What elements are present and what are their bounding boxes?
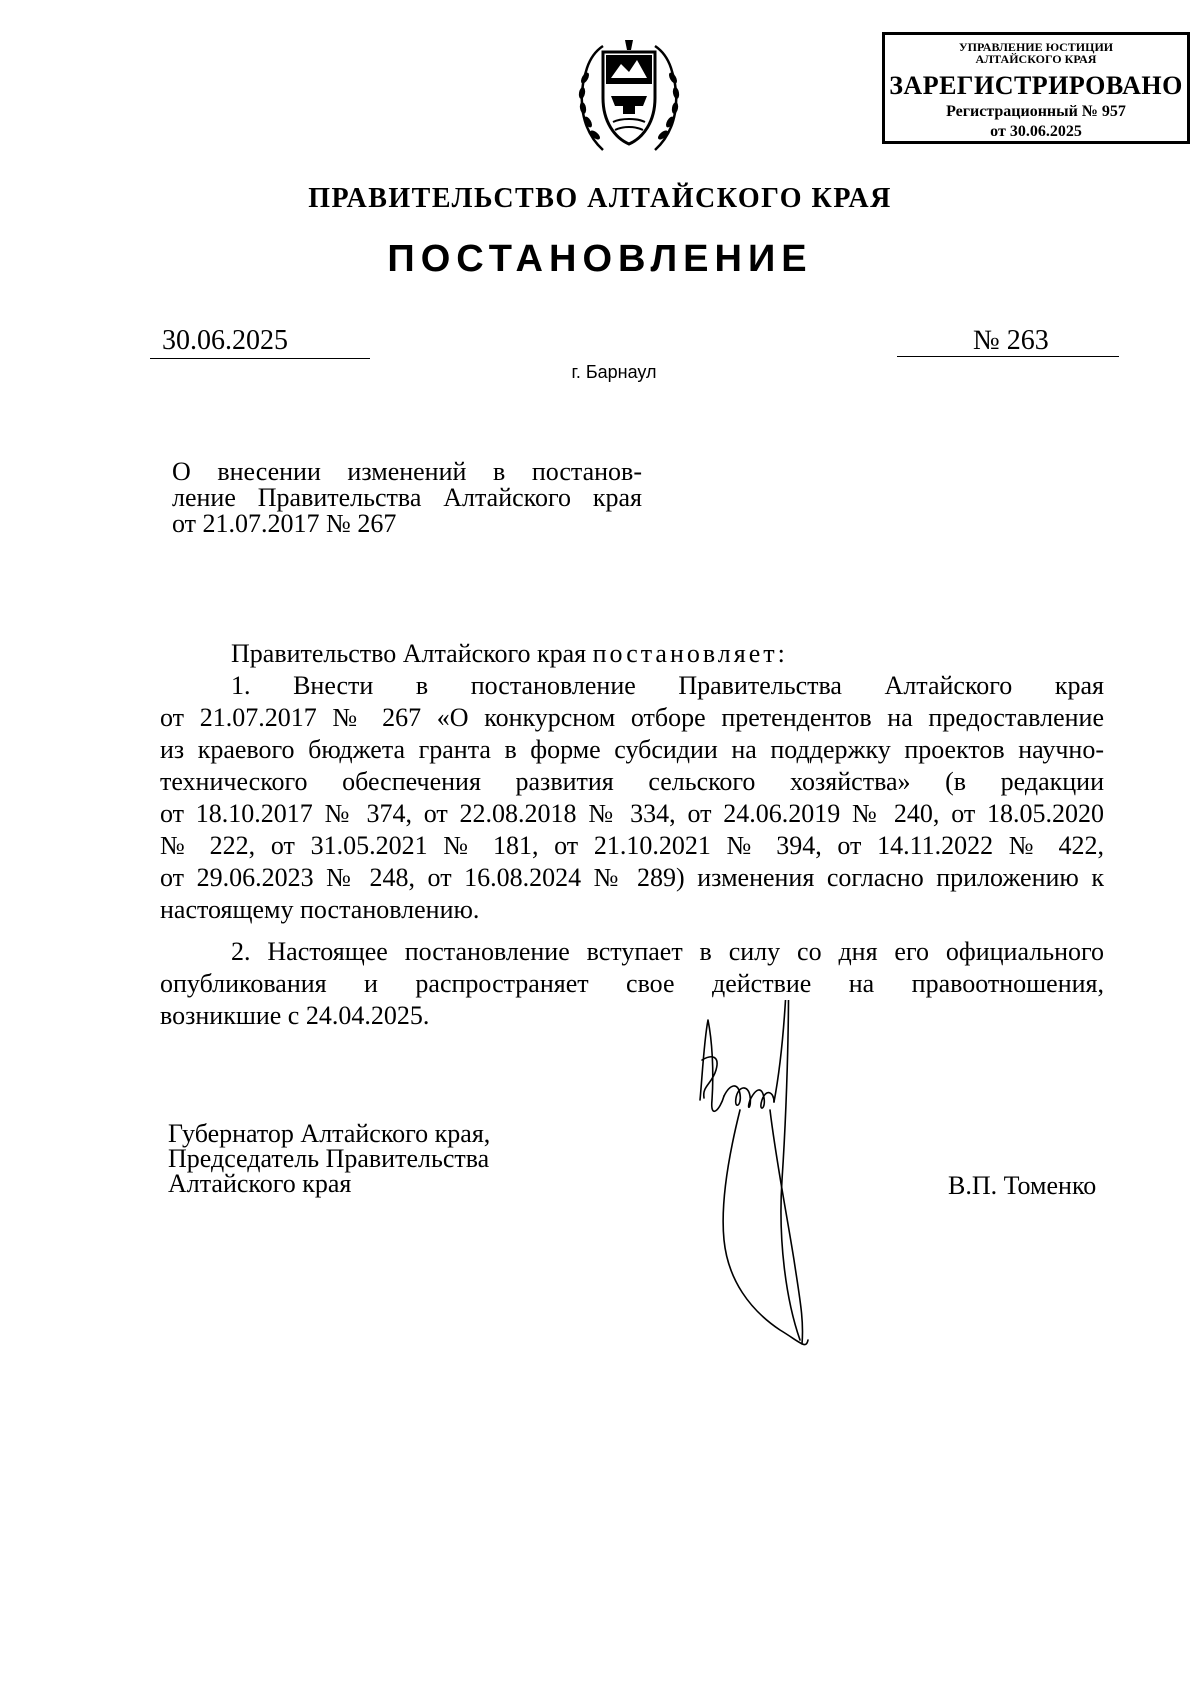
paragraph-1-line: настоящему постановлению.: [160, 895, 480, 924]
signer-position-line: Губернатор Алтайского края,: [168, 1119, 491, 1148]
stamp-authority-line-2: АЛТАЙСКОГО КРАЯ: [975, 52, 1097, 66]
subject-line: ление Правительства Алтайского края: [172, 483, 642, 512]
stamp-status: ЗАРЕГИСТРИРОВАНО: [889, 71, 1183, 100]
paragraph-1-line: от 29.06.2023 № 248, от 16.08.2024 № 289) изменения согласно приложению к: [160, 863, 1104, 892]
stamp-authority-line-1: УПРАВЛЕНИЕ ЮСТИЦИИ: [958, 40, 1114, 54]
document-subject: [172, 459, 642, 537]
subject-line: от 21.07.2017 № 267: [172, 509, 397, 538]
signer-position: [168, 1121, 490, 1196]
handwritten-signature: [690, 1000, 890, 1360]
city: г. Барнаул: [571, 362, 657, 382]
number-underline: [897, 356, 1119, 357]
stamp-registration-number: Регистрационный № 957: [946, 103, 1126, 120]
paragraph-2-line: возникшие с 24.04.2025.: [160, 1001, 430, 1030]
date-underline: [150, 358, 370, 359]
signer-position-line: Председатель Правительства: [168, 1144, 490, 1173]
intro-emphasis: постановляет:: [592, 639, 788, 668]
document-number: № 263: [973, 325, 1049, 356]
paragraph-2-line: опубликования и распространяет свое действие на правоотношения,: [160, 969, 1104, 998]
signer-name: В.П. Томенко: [948, 1171, 1097, 1200]
paragraph-2-line: 2. Настоящее постановление вступает в силу со дня его официального: [231, 937, 1104, 966]
document-date: 30.06.2025: [162, 325, 288, 356]
paragraph-1-line: из краевого бюджета гранта в форме субсидии на поддержку проектов научно-: [160, 735, 1104, 764]
government-title: ПРАВИТЕЛЬСТВО АЛТАЙСКОГО КРАЯ: [308, 183, 892, 214]
paragraph-1-line: технического обеспечения развития сельского хозяйства» (в редакции: [160, 767, 1104, 796]
paragraph-1-line: от 21.07.2017 № 267 «О конкурсном отборе претендентов на предоставление: [160, 703, 1104, 732]
intro-text: Правительство Алтайского края: [231, 639, 593, 668]
paragraph-1-line: 1. Внести в постановление Правительства Алтайского края: [231, 671, 1104, 700]
paragraph-1-line: № 222, от 31.05.2021 № 181, от 21.10.2021 № 394, от 14.11.2022 № 422,: [160, 831, 1104, 860]
resolution-intro: [231, 638, 788, 670]
registration-stamp: [882, 32, 1190, 144]
stamp-date: от 30.06.2025: [990, 123, 1082, 140]
subject-line: О внесении изменений в постанов-: [172, 457, 642, 486]
paragraph-1-line: от 18.10.2017 № 374, от 22.08.2018 № 334, от 24.06.2019 № 240, от 18.05.2020: [160, 799, 1104, 828]
coat-of-arms-emblem: [573, 38, 685, 158]
document-type: ПОСТАНОВЛЕНИЕ: [387, 238, 813, 280]
signer-position-line: Алтайского края: [168, 1169, 352, 1198]
